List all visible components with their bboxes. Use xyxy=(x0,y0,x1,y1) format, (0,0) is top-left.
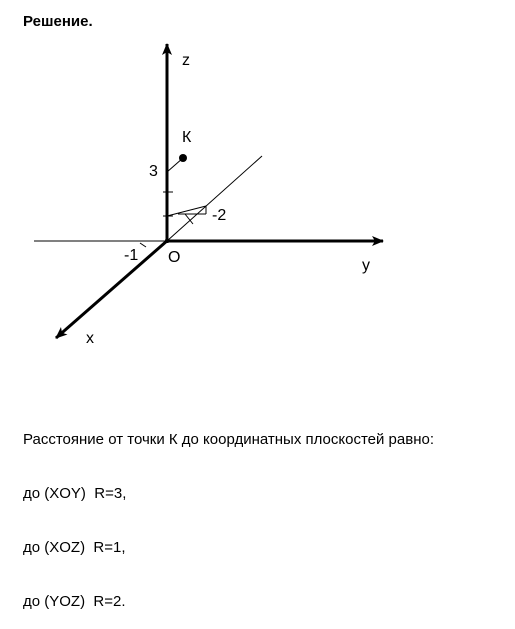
answer-xoz-line: до (XOZ) R=1, xyxy=(23,539,126,556)
x-tick-mark xyxy=(140,243,146,247)
z-value-label: 3 xyxy=(149,163,158,180)
x-axis xyxy=(56,240,168,338)
solution-heading: Решение. xyxy=(23,13,93,30)
y-value-label: -2 xyxy=(212,207,227,224)
answer-yoz-line: до (YOZ) R=2. xyxy=(23,593,126,610)
answer-xoy-line: до (XOY) R=3, xyxy=(23,485,127,502)
y-axis-label: y xyxy=(362,257,370,274)
x-axis-label: x xyxy=(86,330,94,347)
answer-intro-line: Расстояние от точки К до координатных плоскостей равно: xyxy=(23,431,434,448)
answer-text xyxy=(23,395,434,629)
x-value-label: -1 xyxy=(124,247,139,264)
point-k xyxy=(179,154,187,162)
origin-label: O xyxy=(168,249,181,266)
point-k-label: К xyxy=(182,129,192,146)
z-axis-label: z xyxy=(182,52,190,69)
negative-x-axis xyxy=(167,156,262,241)
